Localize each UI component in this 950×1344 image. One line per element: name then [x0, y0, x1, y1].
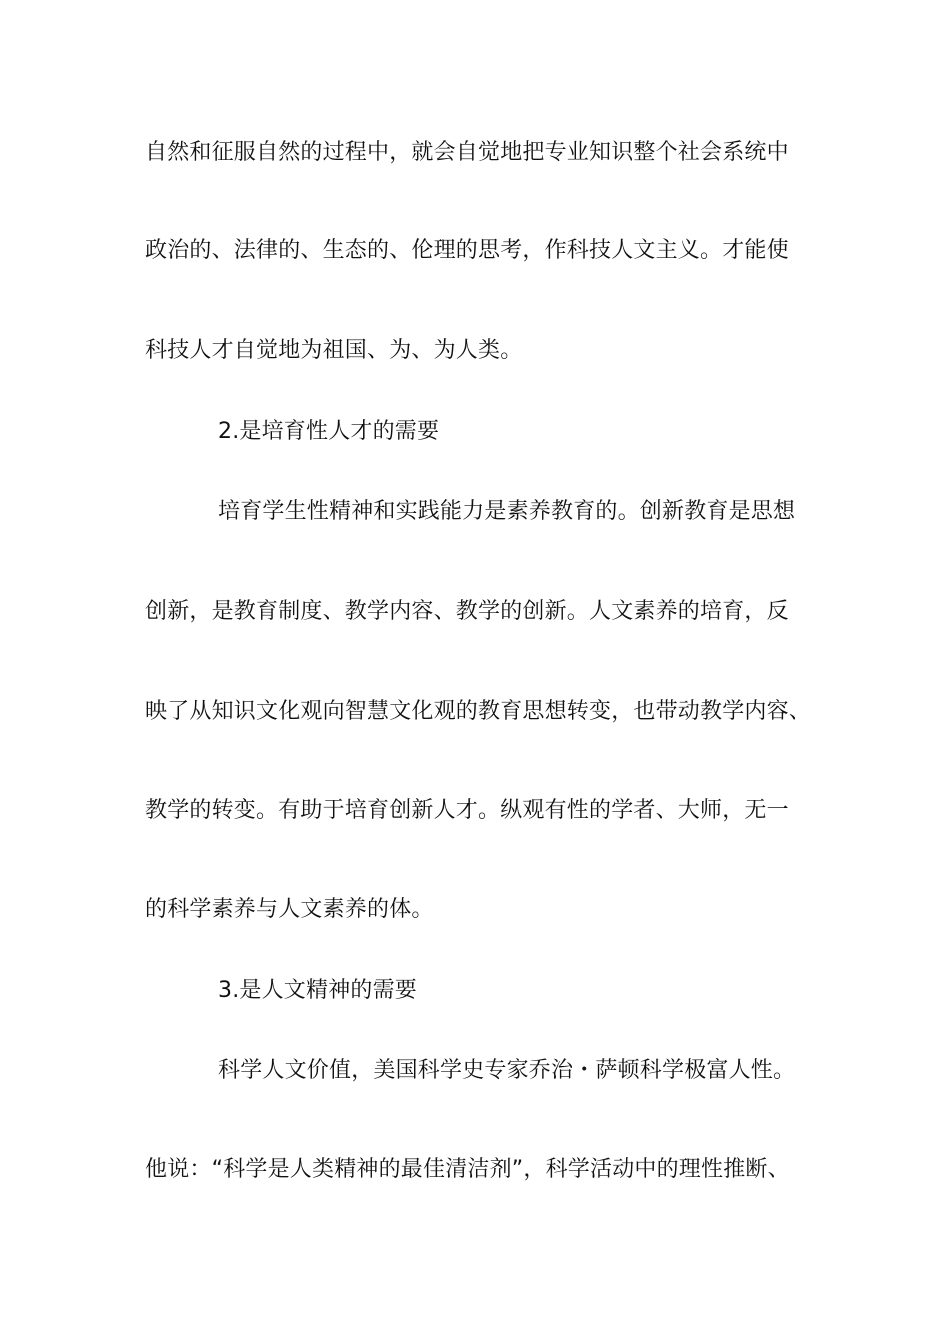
paragraph-line: 的科学素养与人文素养的体。 [145, 897, 434, 922]
paragraph-line: 自然和征服自然的过程中，就会自觉地把专业知识整个社会系统中 [145, 140, 789, 165]
paragraph-line: 政治的、法律的、生态的、伦理的思考，作科技人文主义。才能使 [145, 238, 789, 263]
paragraph-line: 映了从知识文化观向智慧文化观的教育思想转变，也带动教学内容、 [145, 699, 812, 724]
section-heading: 2.是培育性人才的需要 [218, 419, 440, 444]
paragraph-line: 培育学生性精神和实践能力是素养教育的。创新教育是思想 [218, 499, 796, 524]
section-heading: 3.是人文精神的需要 [218, 978, 417, 1003]
paragraph-line: 他说：“科学是人类精神的最佳清洁剂”，科学活动中的理性推断、 [145, 1157, 790, 1182]
paragraph-line: 教学的转变。有助于培育创新人才。纵观有性的学者、大师，无一 [145, 798, 789, 823]
paragraph-line: 创新，是教育制度、教学内容、教学的创新。人文素养的培育，反 [145, 599, 789, 624]
paragraph-line: 科学人文价值，美国科学史专家乔治・萨顿科学极富人性。 [218, 1058, 796, 1083]
paragraph-line: 科技人才自觉地为祖国、为、为人类。 [145, 338, 523, 363]
